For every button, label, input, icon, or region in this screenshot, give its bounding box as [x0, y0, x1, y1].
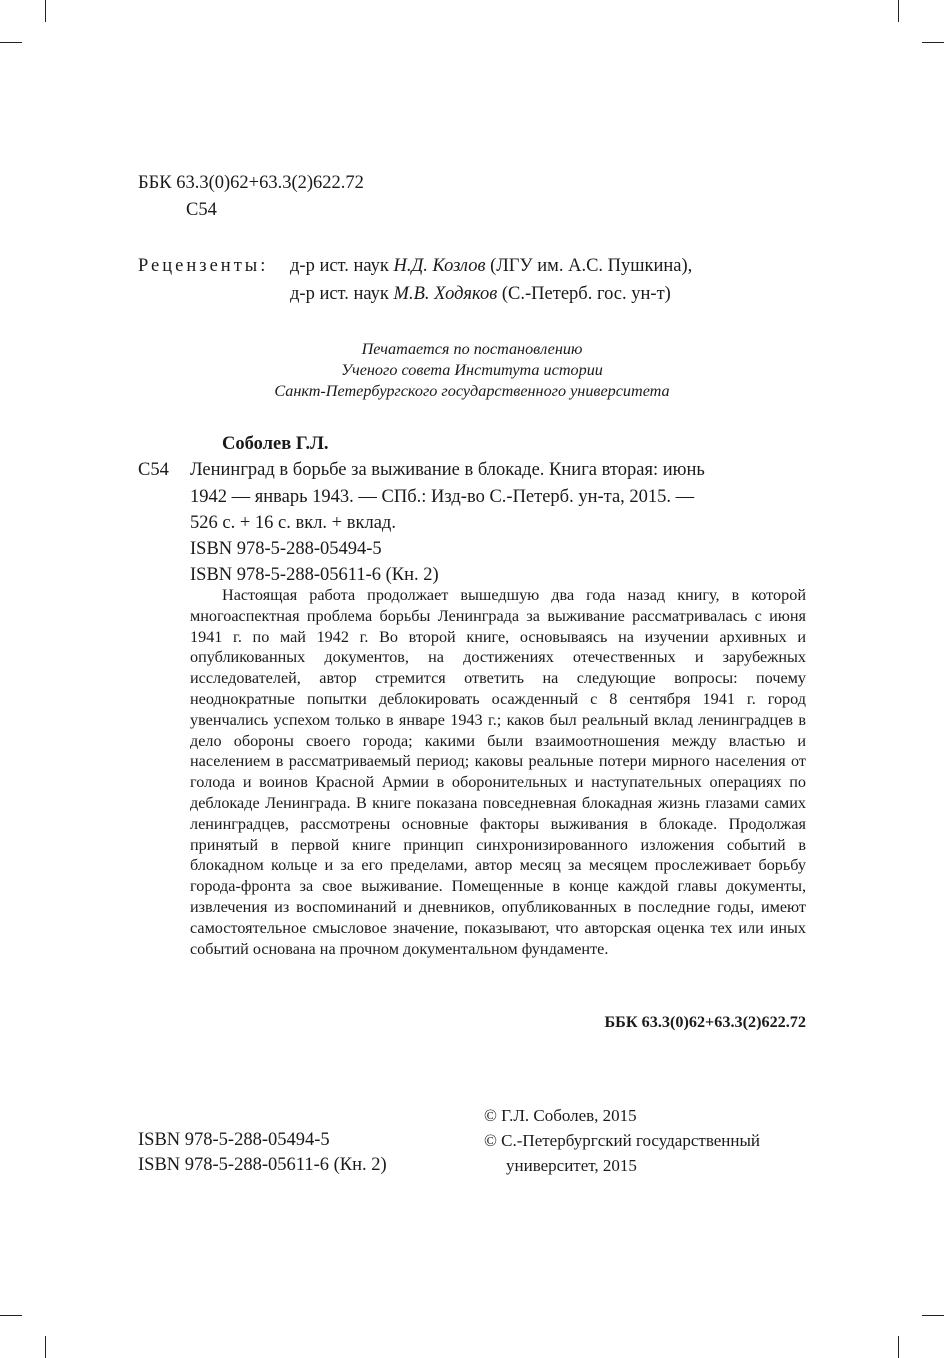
reviewer-2-name: М.В. Ходяков: [393, 284, 498, 304]
bottom-isbn-1: ISBN 978-5-288-05494-5: [138, 1130, 330, 1150]
crop-mark: [45, 1336, 46, 1358]
record-author: Соболев Г.Л.: [222, 434, 329, 454]
copyright-university-line-1: © С.-Петербургский государственный: [484, 1131, 761, 1150]
reviewer-1-name: Н.Д. Козлов: [393, 256, 486, 276]
crop-mark: [898, 1336, 899, 1358]
reviewer-1: [290, 256, 692, 277]
record-title-line-2: 1942 — январь 1943. — СПб.: Изд-во С.-Петерб. ун-та, 2015. —: [190, 487, 695, 507]
reviewer-1-affiliation: (ЛГУ им. А.С. Пушкина),: [485, 256, 693, 276]
record-title-line-3: 526 с. + 16 с. вкл. + вклад.: [190, 513, 396, 533]
crop-mark: [45, 0, 46, 22]
author-mark: С54: [186, 200, 217, 220]
crop-mark: [922, 1315, 944, 1316]
reviewers-label: Рецензенты:: [138, 256, 269, 276]
record-title-line-1: Ленинград в борьбе за выживание в блокаде. Книга вторая: июнь: [190, 460, 705, 480]
reviewers-line-1: [138, 256, 268, 277]
record-isbn-1: ISBN 978-5-288-05494-5: [190, 539, 382, 559]
crop-mark: [0, 1315, 22, 1316]
reviewer-2-affiliation: (С.-Петерб. гос. ун-т): [497, 284, 671, 304]
annotation-text: Настоящая работа продолжает вышедшую два года назад книгу, в которой многоаспектная проблема борьбы Ленинграда за выживание рассматривалась с июня 1941 г. по май 1942 г. Во второй книге, основываясь на изучении архивных и опубликованных документов, на достижениях отечественных и зарубежных исследователей, автор стремится ответить на следующие вопросы: почему неоднократные попытки деблокировать осажденный с 8 сентября 1941 г. город увенчались успехом только в январе 1943 г.; каков был реальный вклад ленинградцев в дело обороны своего города; какими были взаимоотношения между властью и населением в рассматриваемый период; каковы реальные потери мирного населения от голода и воинов Красной Армии в оборонительных и наступательных операциях по деблокаде Ленинграда. В книге показана повседневная блокадная жизнь глазами самих ленинградцев, рассмотрены основные факторы выживания в блокаде. Продолжая принятый в первой книге принцип синхронизированного изложения событий в блокадном кольце и за его пределами, автор месяц за месяцем прослеживает борьбу города-фронта за свое выживание. Помещенные в конце каждой главы документы, извлечения из воспоминаний и дневников, опубликованных в последние годы, имеют самостоятельное смысловое значение, показывают, что авторская оценка тех или иных событий основана на прочном документальном фундаменте.: [190, 586, 806, 958]
crop-mark: [898, 0, 899, 22]
crop-mark: [0, 42, 22, 43]
reviewer-1-degree: д-р ист. наук: [290, 256, 394, 276]
record-mark: С54: [138, 460, 169, 480]
imprint-note-line-1: Печатается по постановлению: [361, 340, 583, 358]
reviewer-2: [290, 284, 671, 305]
copyright-author: © Г.Л. Соболев, 2015: [484, 1106, 637, 1125]
bbk-index: ББК 63.3(0)62+63.3(2)622.72: [138, 173, 364, 193]
imprint-note-line-2: Ученого совета Института истории: [341, 361, 603, 379]
bottom-isbn-2: ISBN 978-5-288-05611-6 (Кн. 2): [138, 1155, 387, 1175]
reviewer-2-degree: д-р ист. наук: [290, 284, 394, 304]
crop-mark: [922, 42, 944, 43]
record-isbn-2: ISBN 978-5-288-05611-6 (Кн. 2): [190, 565, 439, 585]
copyright-university-line-2: университет, 2015: [506, 1156, 637, 1175]
imprint-note-line-3: Санкт-Петербургского государственного университета: [274, 382, 670, 400]
bbk-footer: ББК 63.3(0)62+63.3(2)622.72: [604, 1013, 806, 1031]
